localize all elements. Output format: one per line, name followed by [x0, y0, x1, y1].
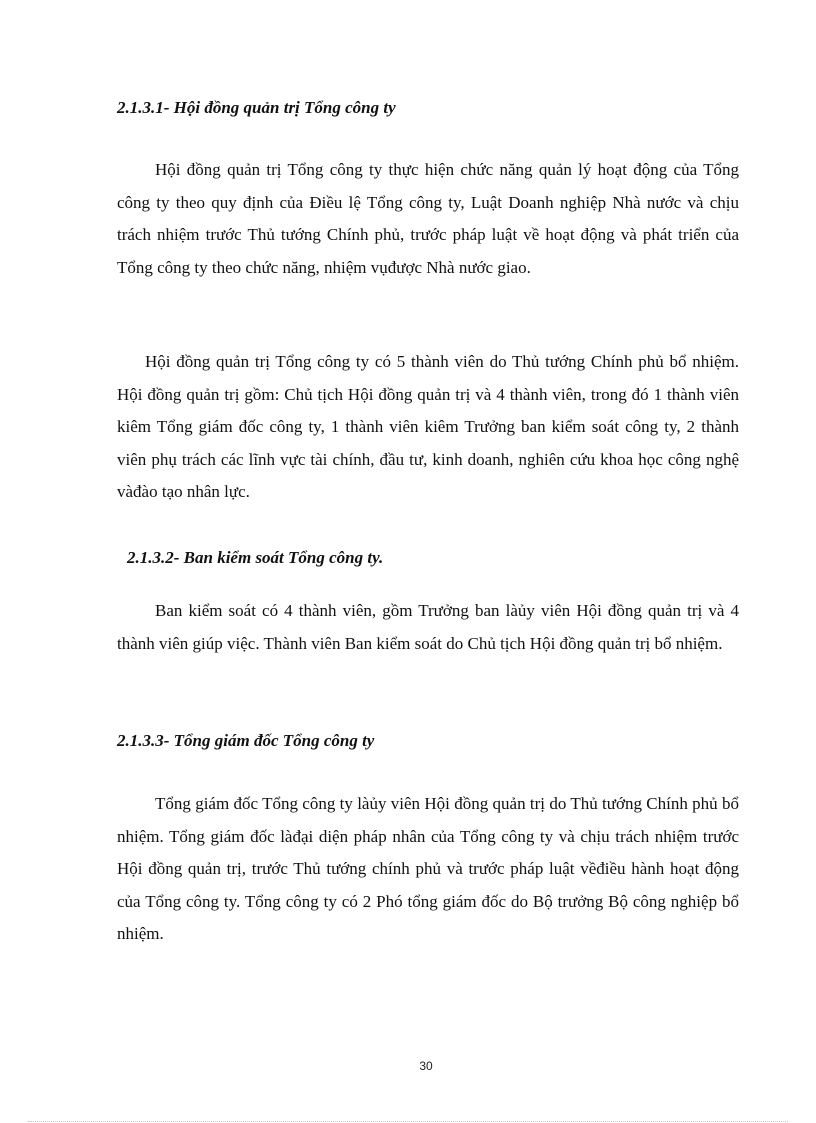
paragraph-ban-kiem-soat: Ban kiểm soát có 4 thành viên, gồm Trưởng ban làủy viên Hội đồng quản trị và 4 thành viên giúp việc. Thành viên Ban kiểm soát do Chủ tịch Hội đồng quản trị bổ nhiệm. — [117, 601, 739, 653]
section-heading-hoi-dong-quan-tri: 2.1.3.1- Hội đồng quản trị Tổng công ty — [117, 98, 396, 117]
page-number: 30 — [419, 1059, 433, 1073]
paragraph-hoi-dong-quan-tri-thanh-vien: Hội đồng quản trị Tổng công ty có 5 thành viên do Thủ tướng Chính phủ bổ nhiệm. Hội đồng quản trị gồm: Chủ tịch Hội đồng quản trị và 4 thành viên, trong đó 1 thành viên kiêm Tổng giám đốc công ty, 1 thành viên kiêm Trưởng ban kiểm soát công ty, 2 thành viên phụ trách các lĩnh vực tài chính, đầu tư, kinh doanh, nghiên cứu khoa học công nghệ vàđào tạo nhân lực. — [117, 352, 739, 501]
paragraph-tong-giam-doc: Tổng giám đốc Tổng công ty làủy viên Hội đồng quản trị do Thủ tướng Chính phủ bổ nhiệm. Tổng giám đốc làđại diện pháp nhân của Tổng công ty và chịu trách nhiệm trước Hội đồng quản trị, trước Thủ tướng chính phủ và trước pháp luật vềđiều hành hoạt động của Tổng công ty. Tổng công ty có 2 Phó tổng giám đốc do Bộ trưởng Bộ công nghiệp bổ nhiệm. — [117, 794, 739, 943]
section-heading-tong-giam-doc: 2.1.3.3- Tổng giám đốc Tổng công ty — [117, 731, 375, 750]
section-heading-ban-kiem-soat: 2.1.3.2- Ban kiểm soát Tổng công ty. — [127, 548, 384, 567]
page-bottom-divider — [28, 1121, 788, 1122]
paragraph-hoi-dong-quan-tri-chuc-nang: Hội đồng quản trị Tổng công ty thực hiện chức năng quản lý hoạt động của Tổng công ty theo quy định của Điều lệ Tổng công ty, Luật Doanh nghiệp Nhà nước và chịu trách nhiệm trước Thủ tướng Chính phủ, trước pháp luật về hoạt động và phát triển của Tổng công ty theo chức năng, nhiệm vụđược Nhà nước giao. — [117, 160, 739, 277]
